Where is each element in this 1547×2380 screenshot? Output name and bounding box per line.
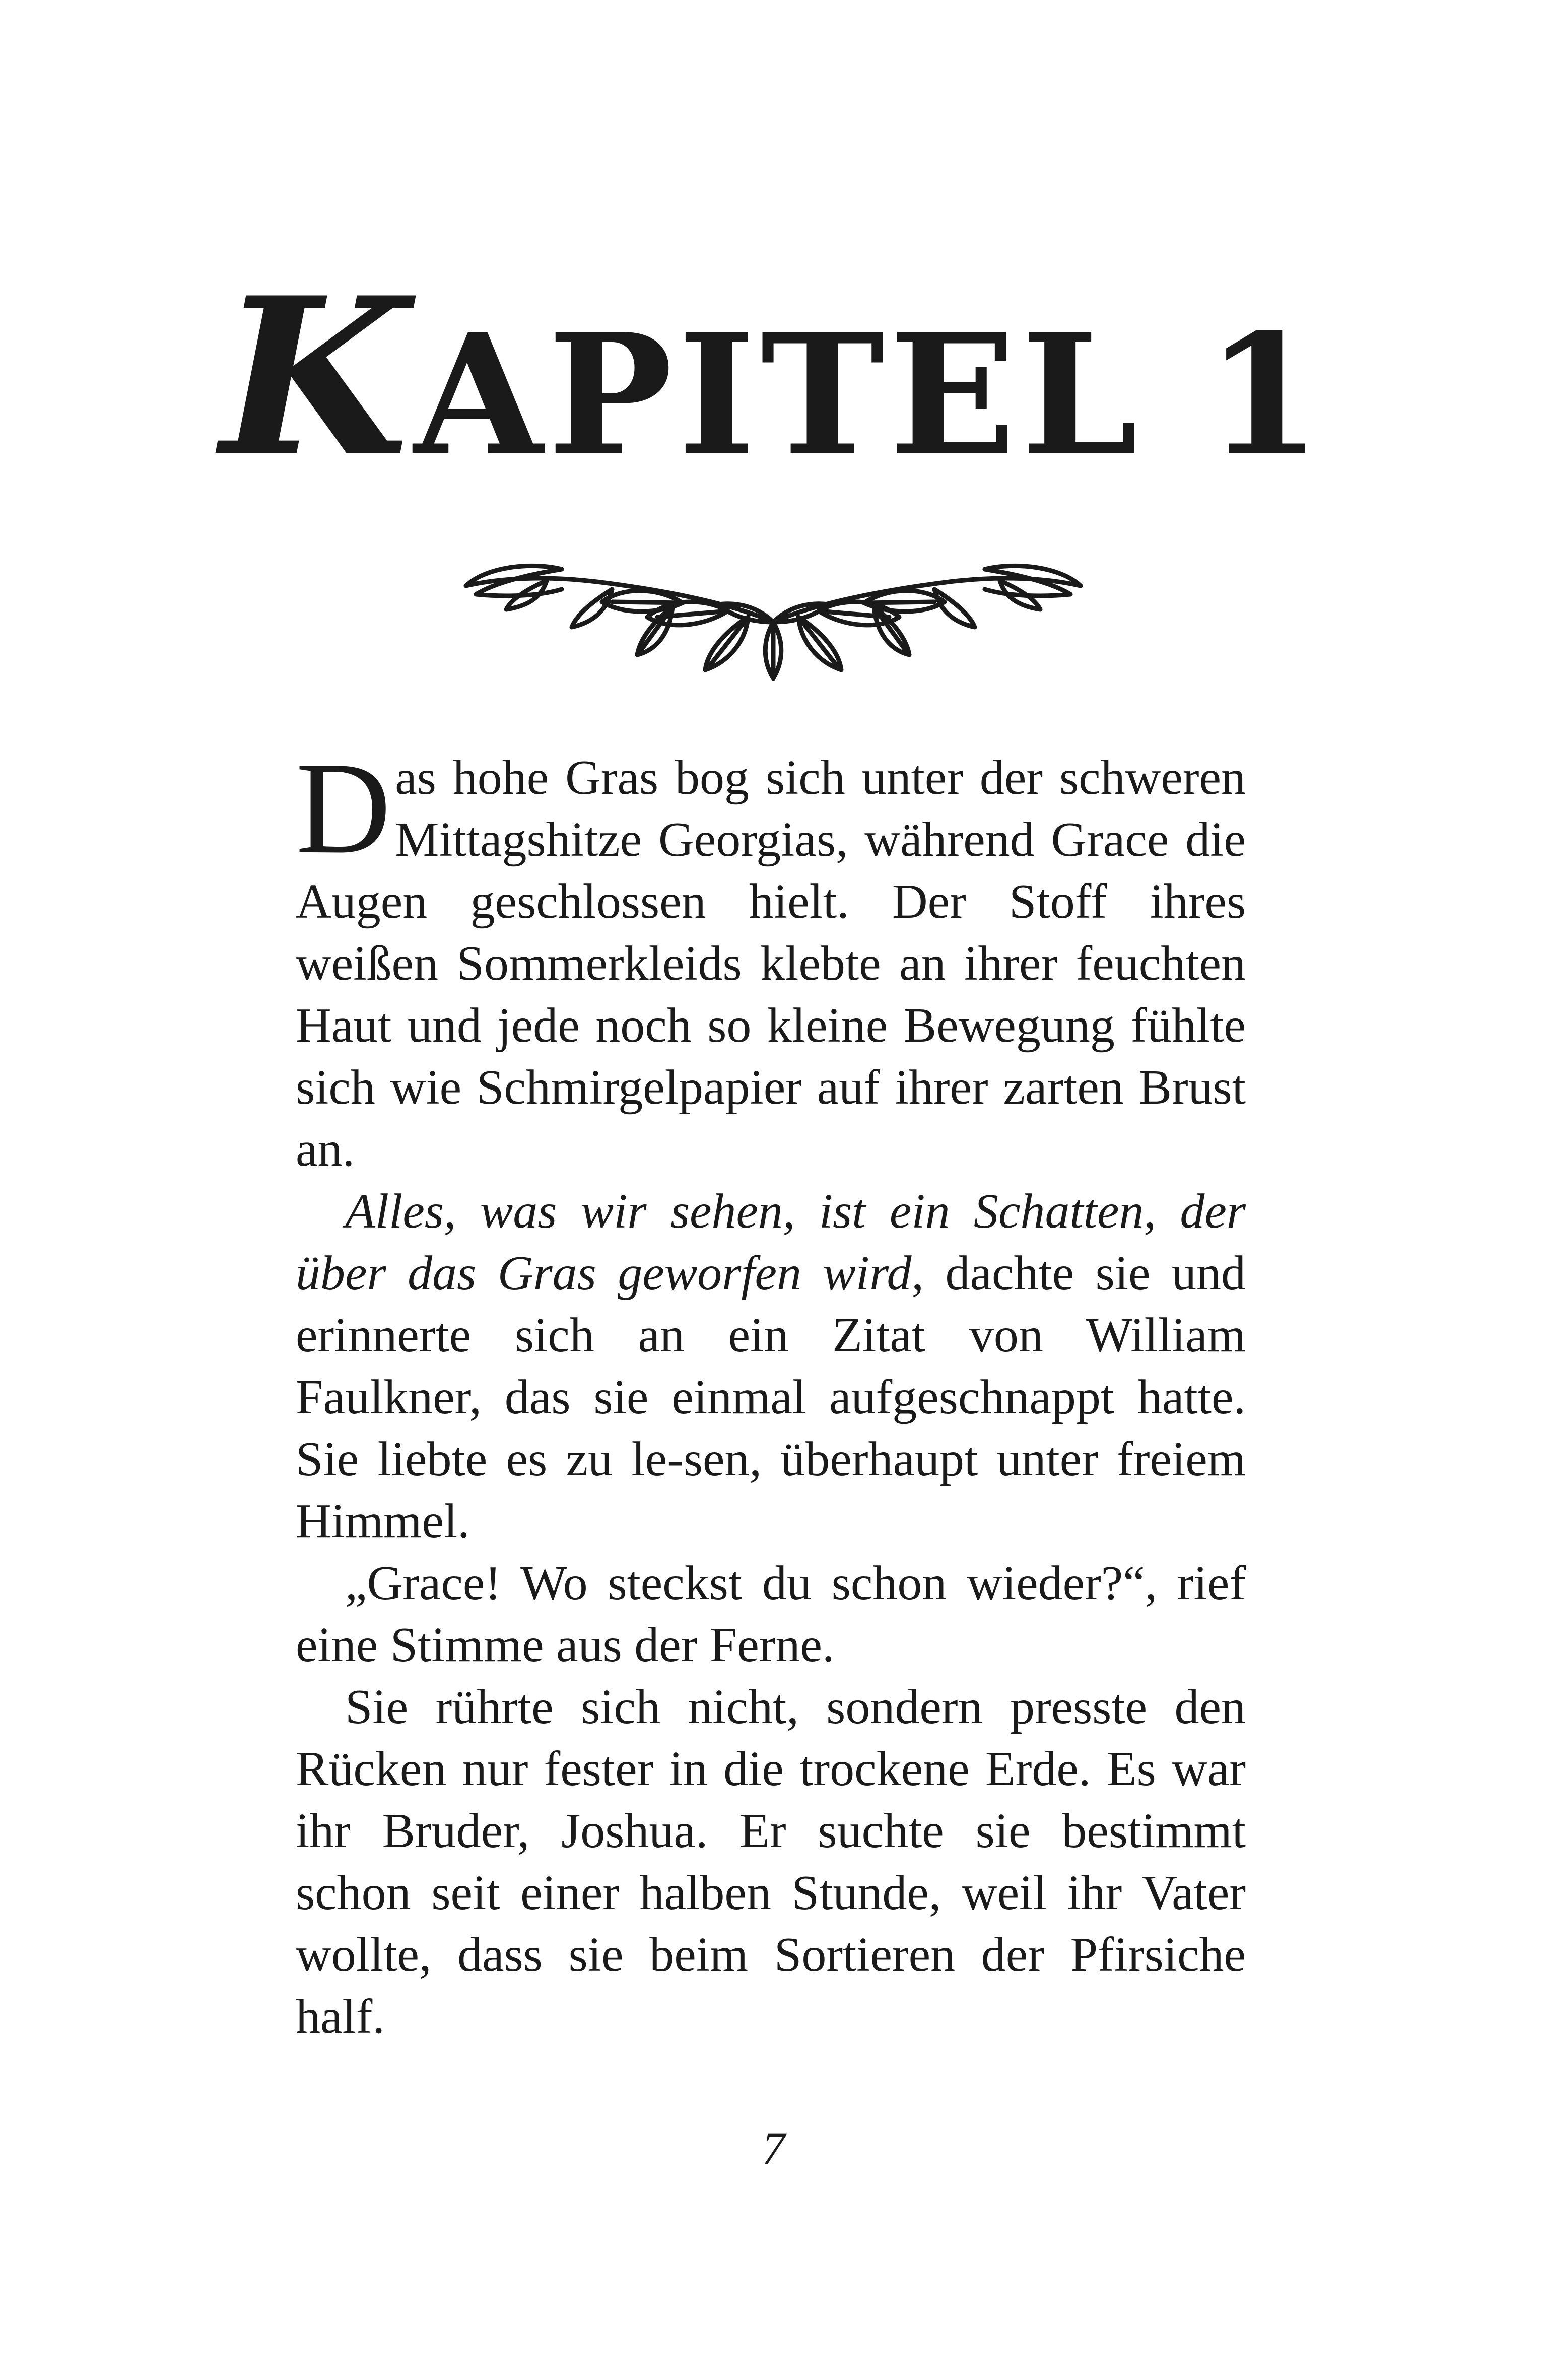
paragraph-1 <box>296 735 1246 1181</box>
chapter-title-initial: K <box>220 250 414 505</box>
paragraph-2-italic-quote: Alles, was wir sehen, ist ein Schatten, der über das Gras geworfen wird <box>296 1184 1246 1301</box>
drop-cap: D <box>296 735 391 881</box>
paragraph-3-text: „Grace! Wo steckst du schon wieder?“, rief eine Stimme aus der Ferne. <box>296 1556 1246 1672</box>
page-number: 7 <box>762 2123 785 2174</box>
paragraph-4 <box>296 1676 1246 2048</box>
paragraph-2 <box>296 1181 1246 1552</box>
paragraph-2-text: , dachte sie und erinnerte sich an ein Zitat von William Faulkner, das sie einmal aufgeschnappt hatte. Sie liebte es zu le-sen, überhaupt unter freiem Himmel. <box>296 1246 1246 1548</box>
paragraph-1-text: as hohe Gras bog sich unter der schweren Mittagshitze Georgias, während Grace die Augen geschlossen hielt. Der Stoff ihres weißen Sommerkleids klebte an ihrer feuchten Haut und jede noch so kleine Bewegung fühlte sich wie Schmirgelpapier auf ihrer zarten Brust an. <box>296 751 1246 1177</box>
chapter-body-text <box>296 735 1246 2048</box>
paragraph-3 <box>296 1552 1246 1676</box>
chapter-title-rest: APITEL 1 <box>414 297 1327 493</box>
paragraph-4-text: Sie rührte sich nicht, sondern presste den Rücken nur fester in die trockene Erde. Es war ihr Bruder, Joshua. Er suchte sie bestimmt schon seit einer halben Stunde, weil ihr Vater wollte, dass sie beim Sortieren der Pfirsiche half. <box>296 1680 1246 2044</box>
chapter-title <box>0 250 1547 505</box>
leaf-flourish-ornament-icon <box>446 547 1101 685</box>
